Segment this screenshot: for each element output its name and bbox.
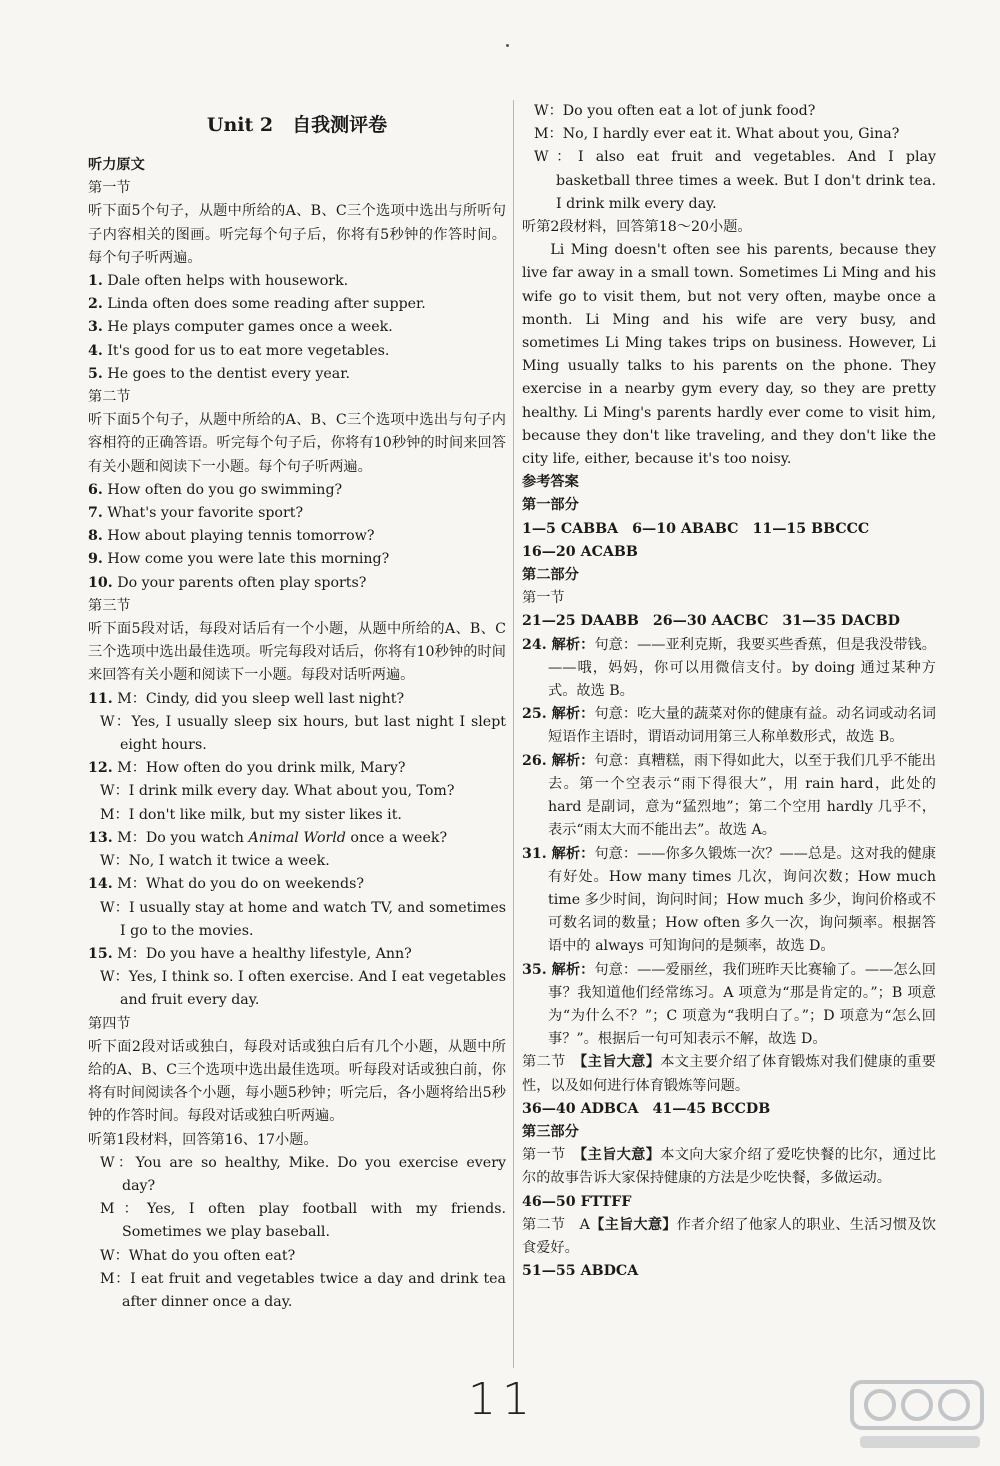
section-heading-answers: 参考答案 bbox=[522, 474, 579, 491]
answer-group: 6—10 ABABC bbox=[632, 520, 739, 537]
monologue-text: Li Ming doesn't often see his parents, because they live far away in a small town. Sometimes Li Ming and his wife go to visit them, but not very often, maybe once a month. Li Ming and his wife are very busy, and sometimes Li Ming takes trips on business. However, Li Ming usually talks to his parents on the phone. They exercise in a nearby gym every day, so they are pretty healthy. Li Ming's parents hardly ever come to visit him, because they don't like traveling, and they don't like the city life, either, because it's too noisy. bbox=[522, 242, 936, 468]
column-divider bbox=[513, 100, 514, 1368]
dialogue-line: 11. M：Cindy, did you sleep well last night? bbox=[88, 690, 405, 707]
explanation-24: 24. 解析：句意：——亚利克斯，我要买些香蕉，但是我没带钱。——哦，妈妈，你可以用微信支付。by doing 通过某种方式。故选 B。 bbox=[522, 636, 936, 700]
dialogue-line: M：I eat fruit and vegetables twice a day and drink tea after dinner once a day. bbox=[100, 1270, 506, 1310]
subsection-1-instructions: 听下面5个句子，从题中所给的A、B、C三个选项中选出与所听句子内容相关的图画。听完每个句子后，你将有5秒钟的作答时间。每个句子听两遍。 bbox=[88, 203, 506, 266]
material-1-heading: 听第1段材料，回答第16、17小题。 bbox=[88, 1131, 318, 1148]
left-column bbox=[88, 100, 506, 1314]
answer-row bbox=[522, 1098, 936, 1121]
subsection-1: 第一节 bbox=[88, 180, 131, 197]
subsection-4: 第四节 bbox=[88, 1015, 131, 1032]
dialogue-line: W：What do you often eat? bbox=[100, 1247, 296, 1264]
dialogue-line: W：I drink milk every day. What about you, Tom? bbox=[100, 783, 455, 800]
dialogue-line: W：No, I watch it twice a week. bbox=[100, 853, 330, 870]
dialogue-line: 14. M：What do you do on weekends? bbox=[88, 876, 364, 893]
list-item: 2. Linda often does some reading after supper. bbox=[88, 296, 426, 313]
dialogue-line: M：Yes, I often play football with my friends. Sometimes we play baseball. bbox=[100, 1201, 506, 1241]
part-3-section-1-summary: 第一节 【主旨大意】本文向大家介绍了爱吃快餐的比尔，通过比尔的故事告诉大家保持健康的方法是少吃快餐，多做运动。 bbox=[522, 1147, 936, 1187]
answer-row bbox=[522, 1191, 936, 1214]
list-item: 10. Do your parents often play sports? bbox=[88, 574, 367, 591]
dialogue-line: 15. M：Do you have a healthy lifestyle, Ann? bbox=[88, 945, 412, 962]
dialogue-line: 12. M：How often do you drink milk, Mary? bbox=[88, 760, 406, 777]
subsection-3-instructions: 听下面5段对话，每段对话后有一个小题，从题中所给的A、B、C三个选项中选出最佳选项。听完每段对话后，你将有10秒钟的时间来回答有关小题和阅读下一小题。每段对话听两遍。 bbox=[88, 621, 506, 684]
material-2-heading: 听第2段材料，回答第18～20小题。 bbox=[522, 219, 752, 236]
part-2-section-1: 第一节 bbox=[522, 590, 565, 607]
answer-group: 16—20 ACABB bbox=[522, 543, 638, 560]
list-item: 1. Dale often helps with housework. bbox=[88, 273, 349, 290]
speck bbox=[506, 44, 509, 47]
part-3-section-2-summary: 第二节 A【主旨大意】作者介绍了他家人的职业、生活习惯及饮食爱好。 bbox=[522, 1216, 936, 1256]
page-title: Unit 2 自我测评卷 bbox=[206, 114, 388, 136]
explanation-26: 26. 解析：句意：真糟糕，雨下得如此大，以至于我们几乎不能出去。第一个空表示“雨下得很大”，用 rain hard，此处的 hard 是副词，意为“猛烈地”；第二个空用 hardly 几乎不，表示“雨太大而不能出去”。故选 A。 bbox=[522, 752, 936, 839]
dialogue-line: W：Yes, I usually sleep six hours, but last night I slept eight hours. bbox=[100, 713, 506, 754]
page-number: 11 bbox=[468, 1374, 536, 1425]
right-column bbox=[522, 100, 936, 1283]
subsection-2: 第二节 bbox=[88, 389, 131, 406]
subsection-3: 第三节 bbox=[88, 597, 131, 614]
subsection-4-instructions: 听下面2段对话或独白，每段对话或独白后有几个小题，从题中所给的A、B、C三个选项中选出最佳选项。听每段对话或独白前，你将有时间阅读各个小题，每小题5秒钟；听完后，各小题将给出5秒钟的作答时间。每段对话或独白听两遍。 bbox=[88, 1038, 506, 1125]
part-3-heading: 第三部分 bbox=[522, 1123, 579, 1140]
explanation-25: 25. 解析：句意：吃大量的蔬菜对你的健康有益。动名词或动名词短语作主语时，谓语动词用第三人称单数形式，故选 B。 bbox=[522, 706, 936, 746]
dialogue-line: W：Yes, I think so. I often exercise. And I eat vegetables and fruit every day. bbox=[100, 969, 506, 1009]
part-2-heading: 第二部分 bbox=[522, 567, 579, 584]
subsection-2-instructions: 听下面5个句子，从题中所给的A、B、C三个选项中选出与句子内容相符的正确答语。听完每个句子后，你将有10秒钟的时间来回答有关小题和阅读下一小题。每个句子听两遍。 bbox=[88, 412, 506, 475]
answer-group: 36—40 ADBCA bbox=[522, 1100, 639, 1117]
dialogue-line: W：You are so healthy, Mike. Do you exercise every day? bbox=[100, 1154, 506, 1194]
answer-group: 41—45 BCCDB bbox=[652, 1100, 771, 1117]
dialogue-line: 13. M：Do you watch Animal World once a week? bbox=[88, 829, 448, 846]
part-2-section-2-summary: 第二节 【主旨大意】本文主要介绍了体育锻炼对我们健康的重要性，以及如何进行体育锻炼等问题。 bbox=[522, 1054, 936, 1094]
answer-group: 31—35 DACBD bbox=[782, 613, 900, 630]
list-item: 5. He goes to the dentist every year. bbox=[88, 365, 350, 382]
explanation-35: 35. 解析：句意：——爱丽丝，我们班昨天比赛输了。——怎么回事？我知道他们经常练习。A 项意为“那是肯定的。”；B 项意为“为什么不？”；C 项意为“我明白了。”；D 项意为“怎么回事？”。根据后一句可知表示不解，故选 D。 bbox=[522, 961, 936, 1048]
answer-row bbox=[522, 610, 936, 633]
answer-group: 46—50 FTTFF bbox=[522, 1193, 632, 1210]
answer-row bbox=[522, 541, 936, 564]
dialogue-line: W：Do you often eat a lot of junk food? bbox=[534, 103, 816, 119]
answer-group: 51—55 ABDCA bbox=[522, 1263, 639, 1280]
answer-group: 26—30 AACBC bbox=[652, 613, 769, 630]
dialogue-line: W：I also eat fruit and vegetables. And I play basketball three times a week. But I don't drink tea. I drink milk every day. bbox=[534, 149, 936, 212]
answer-group: 1—5 CABBA bbox=[522, 520, 619, 537]
list-item: 3. He plays computer games once a week. bbox=[88, 319, 393, 336]
list-item: 9. How come you were late this morning? bbox=[88, 551, 390, 568]
answer-row bbox=[522, 1260, 936, 1283]
watermark-logo-icon bbox=[842, 1368, 992, 1458]
list-item: 6. How often do you go swimming? bbox=[88, 481, 343, 498]
answer-row bbox=[522, 518, 936, 541]
dialogue-line: M：No, I hardly ever eat it. What about you, Gina? bbox=[534, 126, 900, 143]
answer-group: 11—15 BBCCC bbox=[752, 520, 870, 537]
explanation-31: 31. 解析：句意：——你多久锻炼一次？——总是。这对我的健康有好处。How many times 几次，询问次数；How much time 多少时间，询问时间；How much 多少，询问价格或不可数名词的数量；How often 多久一次，询问频率。根据答语中的 always 可知询问的是频率，故选 D。 bbox=[522, 845, 936, 955]
list-item: 7. What's your favorite sport? bbox=[88, 505, 304, 522]
list-item: 4. It's good for us to eat more vegetables. bbox=[88, 342, 390, 359]
dialogue-line: M：I don't like milk, but my sister likes it. bbox=[100, 806, 402, 823]
dialogue-line: W：I usually stay at home and watch TV, and sometimes I go to the movies. bbox=[100, 899, 506, 939]
answer-group: 21—25 DAABB bbox=[522, 613, 639, 630]
list-item: 8. How about playing tennis tomorrow? bbox=[88, 528, 375, 545]
part-1-heading: 第一部分 bbox=[522, 497, 579, 514]
section-heading-listening: 听力原文 bbox=[88, 157, 145, 173]
